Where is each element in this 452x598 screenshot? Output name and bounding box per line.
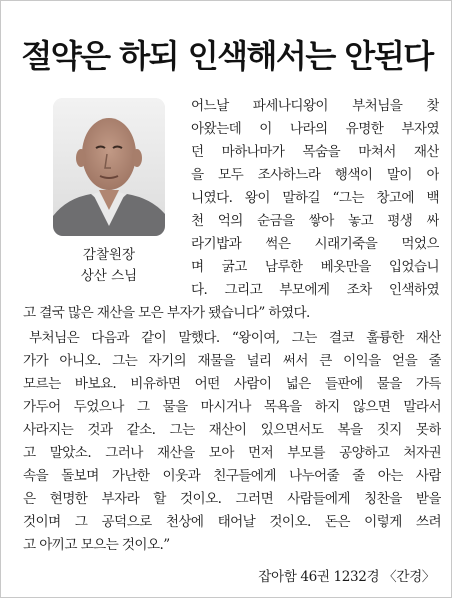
body-line: 고 아끼고 모으는 것이오.” [23,537,170,553]
author-name: 상산 스님 [80,268,138,284]
body-line: 고 결국 많은 재산을 모은 부자가 됐습니다” 하였다. [23,305,310,321]
body-line: 라기밥과 썩은 시래기죽을 먹었으 [191,236,439,252]
body-line: 사라지는 것과 같소. 그는 재산이 있으면서도 복을 짓지 못하 [23,422,441,438]
body-line: 가두어 두었으나 그 물을 마시거나 목욕을 하지 않으면 말라서 [23,399,441,415]
body-line: 속을 돌보며 가난한 이웃과 친구들에게 나누어줄 줄 아는 사람 [23,468,441,484]
body-line: 다. 그리고 부모에게 조차 인색하였 [191,282,439,298]
author-title: 감찰원장 [82,247,136,263]
body-line: 천 억의 순금을 쌓아 놓고 평생 싸 [191,213,439,229]
body-line: 부처님은 다음과 같이 말했다. “왕이여, 그는 결코 훌륭한 재산 [29,330,441,346]
body-line: 어느날 파세나디왕이 부처님을 찾 [191,98,439,114]
author-caption [41,245,177,287]
author-photo [53,98,165,236]
body-line: 고 말았소. 그러나 재산을 모아 먼저 부모를 공양하고 처자권 [23,445,441,461]
body-line: 며 굵고 남루한 베옷만을 입었습니 [191,259,439,275]
body-line: 니였다. 왕이 말하길 “그는 창고에 백 [191,190,439,206]
body-line: 가가 아니오. 그는 자기의 재물을 널리 써서 큰 이익을 얻을 줄 [23,353,441,369]
body-line: 던 마하나마가 목숨을 마쳐서 재산 [191,144,439,160]
body-line: 모르는 바보요. 비유하면 어떤 사람이 넓은 들판에 물을 가득 [23,376,441,392]
source-citation: 잡아함 46권 1232경 〈간경〉 [258,569,435,585]
body-line: 아왔는데 이 나라의 유명한 부자였 [191,121,439,137]
body-line: 은 현명한 부자라 할 것이오. 그러면 사람들에게 칭찬을 받을 [23,491,441,507]
body-line: 을 모두 조사하느라 행색이 말이 아 [191,167,439,183]
headline: 절약은 하되 인색해서는 안된다 [21,37,433,76]
body-line: 것이며 그 공덕으로 천상에 태어날 것이오. 돈은 이렇게 쓰려 [23,514,441,530]
